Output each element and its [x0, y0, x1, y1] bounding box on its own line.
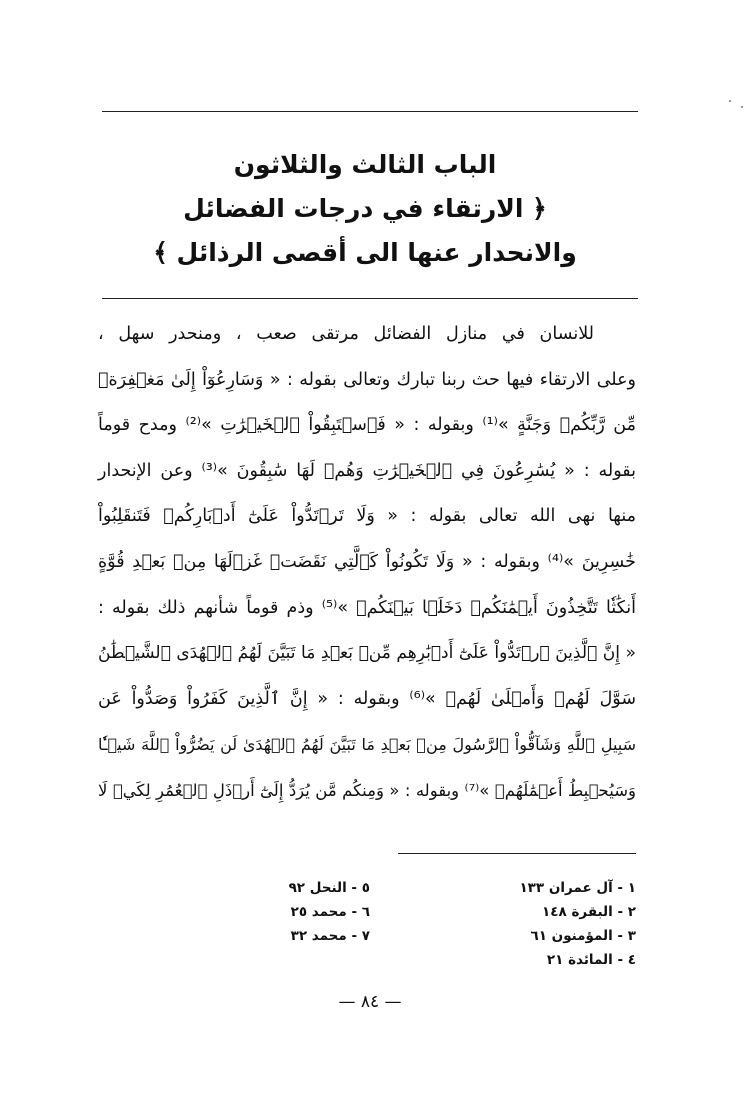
- footnotes: [250, 876, 636, 972]
- heading-rule: [102, 298, 638, 299]
- footnote: ٣ - المؤمنون ٦١: [530, 928, 636, 944]
- scan-speck: [741, 106, 743, 108]
- body-line: للانسان في منازل الفضائل مرتقى صعب ، ومنحدر سهل ،: [98, 324, 594, 344]
- footnote: ٢ - البقرة ١٤٨: [542, 904, 636, 920]
- chapter-heading: [130, 143, 600, 275]
- body-line: وعلى الارتقاء فيها حث ربنا تبارك وتعالى بقوله : « وَسَارِعُوٓاْ إِلَىٰ مَغۡفِرَةٖ: [98, 369, 636, 390]
- scan-speck: [729, 100, 731, 102]
- chapter-number: الباب الثالث والثلاثون: [233, 150, 497, 179]
- body-line: مِّن رَّبِّكُمۡ وَجَنَّةٍ »⁽¹⁾ وبقوله : « فَٱسۡتَبِقُواْ ٱلۡخَيۡرَٰتِ »⁽²⁾ ومدح قوماً: [98, 415, 636, 436]
- footnote: ٥ - النحل ٩٢: [288, 880, 370, 896]
- body-line: سَبِيلِ ٱللَّهِ وَشَآقُّواْ ٱلرَّسُولَ مِنۢ بَعۡدِ مَا تَبَيَّنَ لَهُمُ ٱلۡهُدَىٰ لَن يَضُرُّواْ ٱللَّهَ شَيۡـٔٗا: [98, 735, 636, 755]
- page-number: — ٨٤ —: [338, 992, 402, 1012]
- footnotes-column-left: [250, 876, 370, 972]
- footnote: ٦ - محمد ٢٥: [290, 904, 370, 920]
- footnote: ٧ - محمد ٣٢: [290, 928, 370, 944]
- chapter-title-line-2: والانحدار عنها الى أقصى الرذائل ﴾: [153, 238, 577, 267]
- body-line: « إِنَّ ٱلَّذِينَ ٱرۡتَدُّواْ عَلَىٰٓ أَدۡبَٰرِهِم مِّنۢ بَعۡدِ مَا تَبَيَّنَ لَهُمُ ٱلۡهُدَى ٱلشَّيۡطَٰنُ: [98, 643, 636, 664]
- body-paragraph: [98, 312, 636, 814]
- body-line: سَوَّلَ لَهُمۡ وَأَمۡلَىٰ لَهُمۡ »⁽⁶⁾ وبقوله : « إِنَّ ٱلَّذِينَ كَفَرُواْ وَصَدُّواْ عَن: [98, 688, 636, 709]
- body-line: بقوله : « يُسَٰرِعُونَ فِي ٱلۡخَيۡرَٰتِ وَهُمۡ لَهَا سَٰبِقُونَ »⁽³⁾ وعن الإنحدار: [98, 460, 636, 481]
- body-line: وَسَيُحۡبِطُ أَعۡمَٰلَهُمۡ »⁽⁷⁾ وبقوله : « وَمِنكُم مَّن يُرَدُّ إِلَىٰٓ أَرۡذَلِ ٱلۡعُمُرِ لِكَيۡ لَا: [98, 780, 636, 800]
- body-line: خَٰسِرِينَ »⁽⁴⁾ وبقوله : « وَلَا تَكُونُواْ كَٱلَّتِي نَقَضَتۡ غَزۡلَهَا مِنۢ بَعۡدِ قُوَّةٍ: [98, 551, 636, 572]
- footnotes-column-right: [506, 876, 636, 972]
- footnote: ٤ - المائدة ٢١: [546, 952, 636, 968]
- top-rule: [102, 111, 638, 112]
- footnote-rule: [398, 853, 636, 854]
- footnote: ١ - آل عمران ١٣٣: [519, 880, 636, 896]
- body-line: أَنكَٰثٗا تَتَّخِذُونَ أَيۡمَٰنَكُمۡ دَخَلَۢا بَيۡنَكُمۡ »⁽⁵⁾ وذم قوماً شأنهم ذلك بقوله :: [98, 597, 636, 618]
- chapter-title-line-1: ﴿ الارتقاء في درجات الفضائل: [183, 194, 547, 223]
- body-line: منها نهى الله تعالى بقوله : « وَلَا تَرۡتَدُّواْ عَلَىٰٓ أَدۡبَارِكُمۡ فَتَنقَلِبُواْ: [98, 506, 636, 527]
